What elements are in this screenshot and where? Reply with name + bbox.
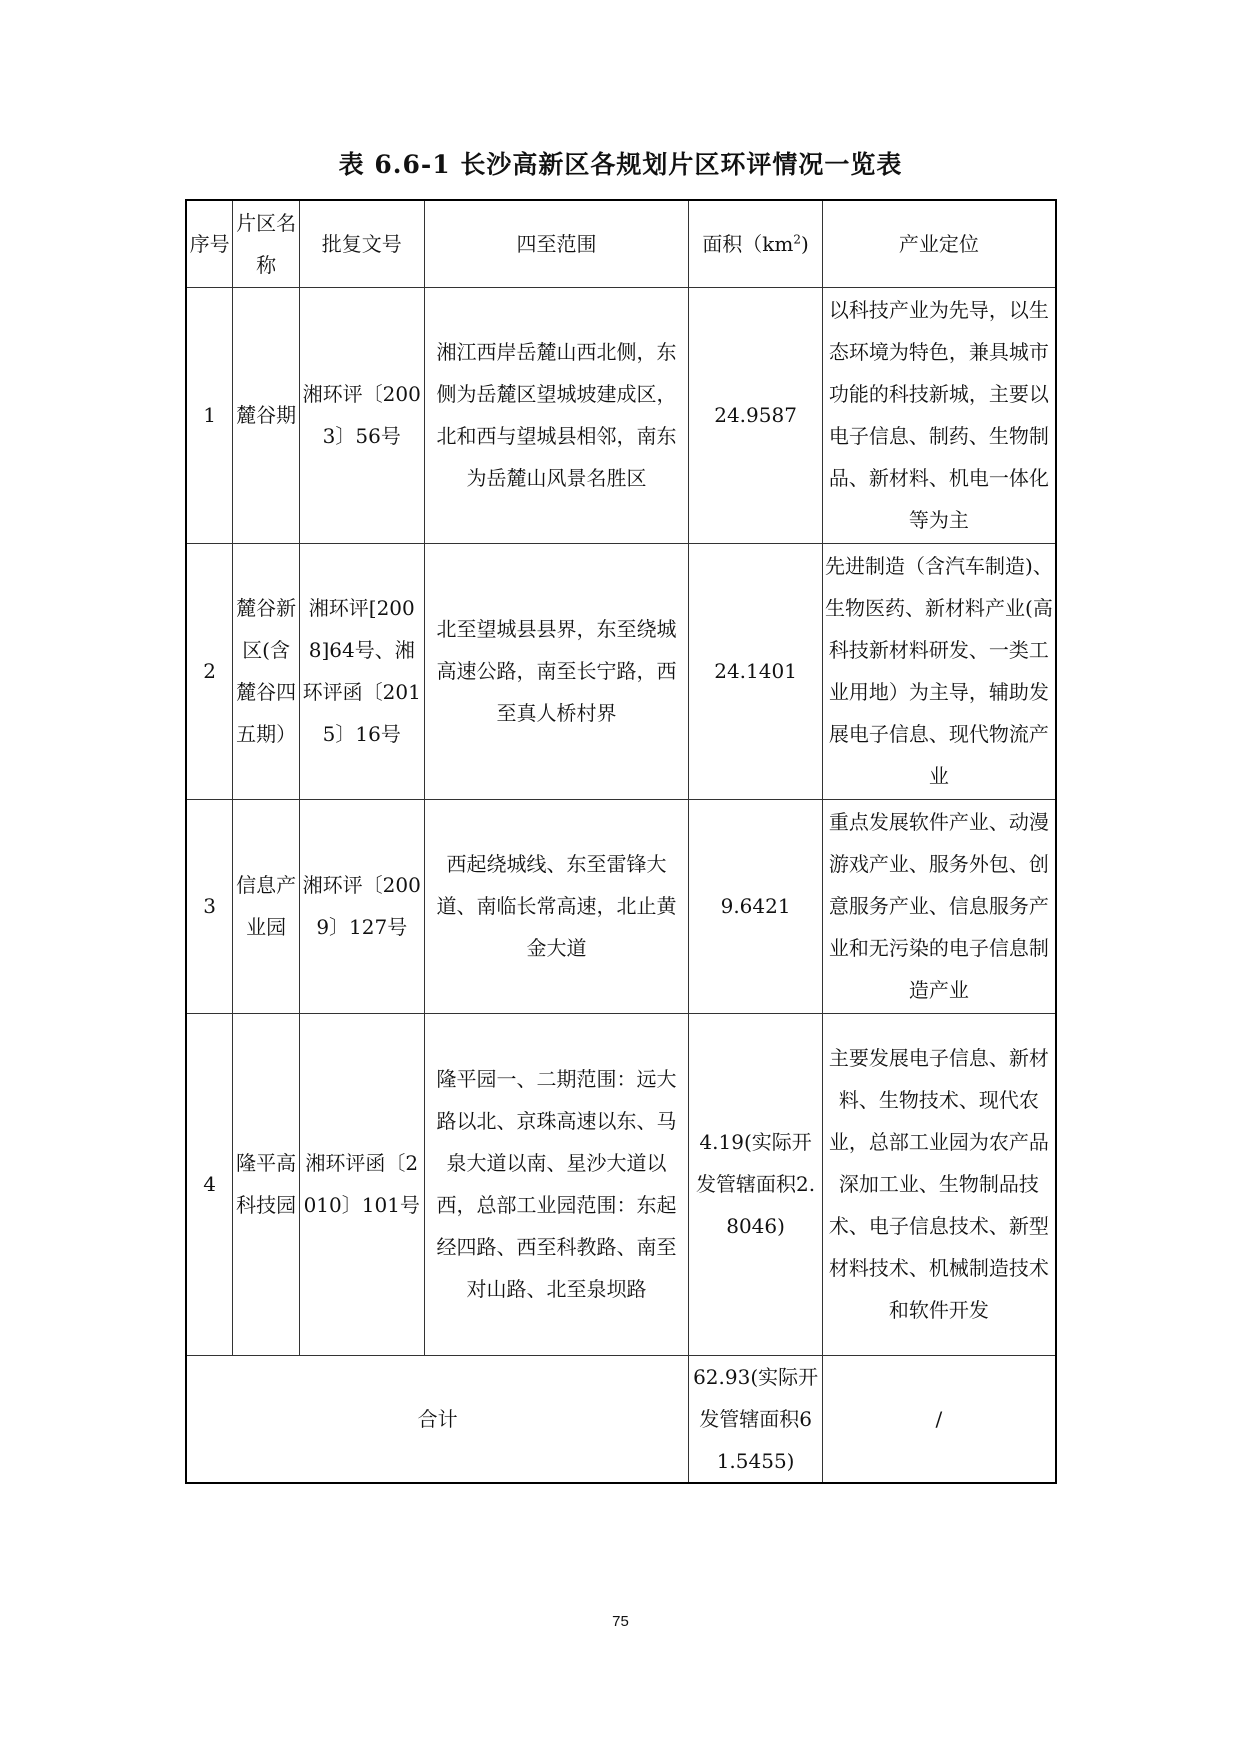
total-row xyxy=(186,1355,1056,1483)
header-no: 序号 xyxy=(186,200,233,287)
total-label: 合计 xyxy=(186,1355,689,1483)
cell-area: 24.1401 xyxy=(689,543,823,799)
table-title: 表 6.6-1 长沙高新区各规划片区环评情况一览表 xyxy=(338,150,903,179)
cell-doc: 湘环评〔2009〕127号 xyxy=(299,799,424,1013)
cell-name: 隆平高科技园 xyxy=(233,1013,300,1355)
cell-no: 1 xyxy=(186,287,233,543)
cell-range: 隆平园一、二期范围：远大路以北、京珠高速以东、马泉大道以南、星沙大道以西，总部工业园范围：东起经四路、西至科教路、南至对山路、北至泉坝路 xyxy=(424,1013,689,1355)
cell-area: 24.9587 xyxy=(689,287,823,543)
cell-range: 北至望城县县界，东至绕城高速公路，南至长宁路，西至真人桥村界 xyxy=(424,543,689,799)
cell-doc: 湘环评函〔2010〕101号 xyxy=(299,1013,424,1355)
header-area-suffix: ) xyxy=(801,231,809,256)
cell-no: 3 xyxy=(186,799,233,1013)
cell-no: 2 xyxy=(186,543,233,799)
cell-area: 9.6421 xyxy=(689,799,823,1013)
cell-doc: 湘环评〔2003〕56号 xyxy=(299,287,424,543)
cell-range: 西起绕城线、东至雷锋大道、南临长常高速，北止黄金大道 xyxy=(424,799,689,1013)
header-row xyxy=(186,200,1056,287)
table-row xyxy=(186,543,1056,799)
header-area-prefix: 面积（km xyxy=(702,231,794,256)
cell-name: 麓谷期 xyxy=(233,287,300,543)
header-doc: 批复文号 xyxy=(299,200,424,287)
total-industry: / xyxy=(822,1355,1056,1483)
table-row xyxy=(186,287,1056,543)
cell-doc: 湘环评[2008]64号、湘环评函〔2015〕16号 xyxy=(299,543,424,799)
header-area xyxy=(689,200,823,287)
total-area: 62.93(实际开发管辖面积61.5455) xyxy=(689,1355,823,1483)
cell-name: 麓谷新区(含麓谷四五期） xyxy=(233,543,300,799)
cell-industry: 重点发展软件产业、动漫游戏产业、服务外包、创意服务产业、信息服务产业和无污染的电子信息制造产业 xyxy=(822,799,1056,1013)
table-row xyxy=(186,799,1056,1013)
cell-range: 湘江西岸岳麓山西北侧，东侧为岳麓区望城坡建成区，北和西与望城县相邻，南东为岳麓山风景名胜区 xyxy=(424,287,689,543)
cell-name: 信息产业园 xyxy=(233,799,300,1013)
cell-industry: 以科技产业为先导，以生态环境为特色，兼具城市功能的科技新城，主要以电子信息、制药、生物制品、新材料、机电一体化等为主 xyxy=(822,287,1056,543)
cell-industry: 先进制造（含汽车制造)、生物医药、新材料产业(高科技新材料研发、一类工业用地）为主导，辅助发展电子信息、现代物流产业 xyxy=(822,543,1056,799)
zoning-eia-table xyxy=(185,199,1057,1484)
table-row xyxy=(186,1013,1056,1355)
cell-area: 4.19(实际开发管辖面积2.8046) xyxy=(689,1013,823,1355)
page-number: 75 xyxy=(612,1613,629,1630)
cell-no: 4 xyxy=(186,1013,233,1355)
cell-industry: 主要发展电子信息、新材料、生物技术、现代农业，总部工业园为农产品深加工业、生物制品技术、电子信息技术、新型材料技术、机械制造技术和软件开发 xyxy=(822,1013,1056,1355)
header-area-sup: 2 xyxy=(793,232,802,247)
header-name: 片区名称 xyxy=(233,200,300,287)
header-range: 四至范围 xyxy=(424,200,689,287)
header-industry: 产业定位 xyxy=(822,200,1056,287)
